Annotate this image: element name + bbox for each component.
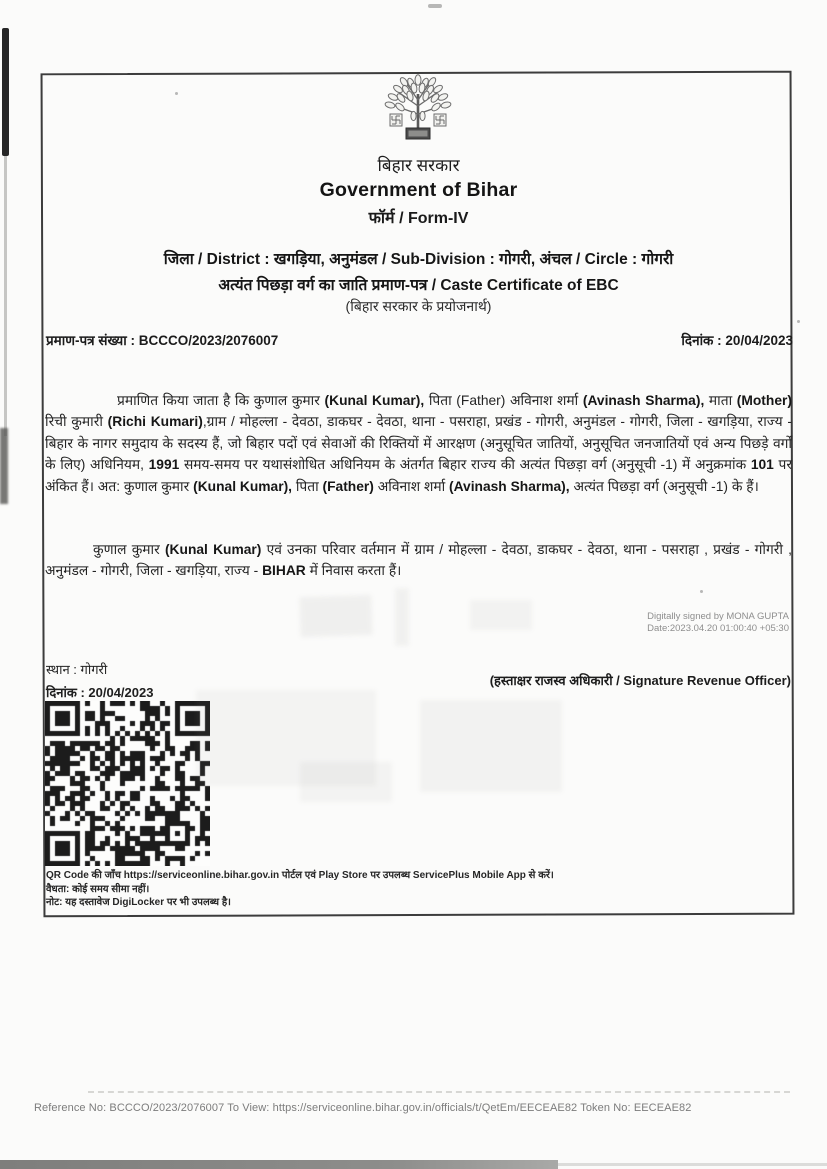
- header-title-hindi: बिहार सरकार: [377, 156, 460, 175]
- signature-date-line: दिनांक : 20/04/2023: [46, 685, 154, 700]
- qr-code-icon: [45, 701, 210, 871]
- district-subdivision-circle-line: जिला / District : खगड़िया, अनुमंडल / Sub-Division : गोगरी, अंचल / Circle : गोगरी: [163, 251, 674, 268]
- header-title-english: Government of Bihar: [319, 179, 518, 201]
- bihar-emblem-icon: [370, 74, 466, 144]
- scan-artifact-bottom-strip: [0, 1160, 558, 1169]
- certificate-number: प्रमाण-पत्र संख्या : BCCCO/2023/2076007: [46, 333, 279, 348]
- certificate-body-paragraph-1: प्रमाणित किया जाता है कि कुणाल कुमार (Kunal Kumar), पिता (Father) अविनाश शर्मा (Avinash Sharma), माता (Mother) रिची कुमारी (Richi Kumari),ग्राम / मोहल्ला - देवठा, डाकघर - देवठा, थाना - पसराहा, प्रखंड - गोगरी, अनुमंडल - गोगरी, जिला - खगड़िया, राज्य - बिहार के नागर समुदाय के सदस्य हैं, जो बिहार पदों एवं सेवाओं की रिक्तियों में आरक्षण (अनुसूचित जातियों, अनुसूचित जनजातियों एवं अन्य पिछड़े वर्गों के लिए) अधिनियम, 1991 समय-समय पर यथासंशोधित अधिनियम के अंतर्गत बिहार राज्य की अत्यंत पिछड़ा वर्ग (अनुसूची -1) में अनुक्रमांक 101 पर अंकित हैं। अत: कुणाल कुमार (Kunal Kumar), पिता (Father) अविनाश शर्मा (Avinash Sharma), अत्यंत पिछड़ा वर्ग (अनुसूची -1) के हैं।: [45, 393, 792, 494]
- qr-code-image: [45, 701, 210, 866]
- certificate-body-paragraph-2: कुणाल कुमार (Kunal Kumar) एवं उनका परिवार वर्तमान में ग्राम / मोहल्ला - देवठा, डाकघर - देवठा, थाना - पसराहा , प्रखंड - गोगरी , अनुमंडल - गोगरी, जिला - खगड़िया, राज्य - BIHAR में निवास करता हैं।: [45, 542, 792, 579]
- purpose-line: (बिहार सरकार के प्रयोजनार्थ): [345, 298, 492, 314]
- place-line: स्थान : गोगरी: [46, 662, 108, 677]
- scan-artifact-ghost: [299, 595, 372, 637]
- qr-verification-note-line: QR Code की जाँच https://serviceonline.bihar.gov.in पोर्टल एवं Play Store पर उपलब्ध ServicePlus Mobile App से करें।: [46, 870, 554, 881]
- scan-speck: [175, 92, 178, 95]
- digital-signature-line-1: Digitally signed by MONA GUPTA: [647, 611, 789, 622]
- reference-line: Reference No: BCCCO/2023/2076007 To View: https://serviceonline.bihar.gov.in/officials/t/QetEm/EECEAE82 Token No: EECEAE82: [34, 1102, 692, 1114]
- scan-speck: [428, 4, 442, 8]
- digital-signature-block: [647, 611, 789, 635]
- scan-artifact-left-edge-bar: [2, 28, 9, 156]
- form-number-line: फॉर्म / Form-IV: [368, 210, 469, 227]
- caste-certificate-title-line: अत्यंत पिछड़ा वर्ग का जाति प्रमाण-पत्र / Caste Certificate of EBC: [218, 277, 619, 294]
- scan-speck: [797, 320, 800, 323]
- signature-revenue-officer-line: (हस्ताक्षर राजस्व अधिकारी / Signature Revenue Officer): [489, 673, 791, 688]
- scan-speck: [700, 590, 703, 593]
- scan-artifact-left-edge-line: [4, 156, 7, 436]
- scan-artifact-ghost: [420, 700, 562, 792]
- digital-signature-line-2: Date:2023.04.20 01:00:40 +05:30: [647, 623, 789, 634]
- scan-artifact-ghost: [300, 762, 392, 802]
- scan-artifact-ghost: [470, 600, 532, 630]
- issue-date: दिनांक : 20/04/2023: [681, 333, 793, 348]
- scan-artifact-left-edge-smudge: [0, 428, 8, 504]
- scan-artifact-ghost: [395, 588, 409, 646]
- scan-artifact-bottom-strip-light: [558, 1163, 827, 1166]
- digilocker-note-line: नोट: यह दस्तावेज DigiLocker पर भी उपलब्ध है।: [46, 897, 231, 908]
- scan-artifact-dashed-line: [88, 1091, 790, 1093]
- validity-note-line: वैधता: कोई समय सीमा नहीं।: [46, 884, 150, 895]
